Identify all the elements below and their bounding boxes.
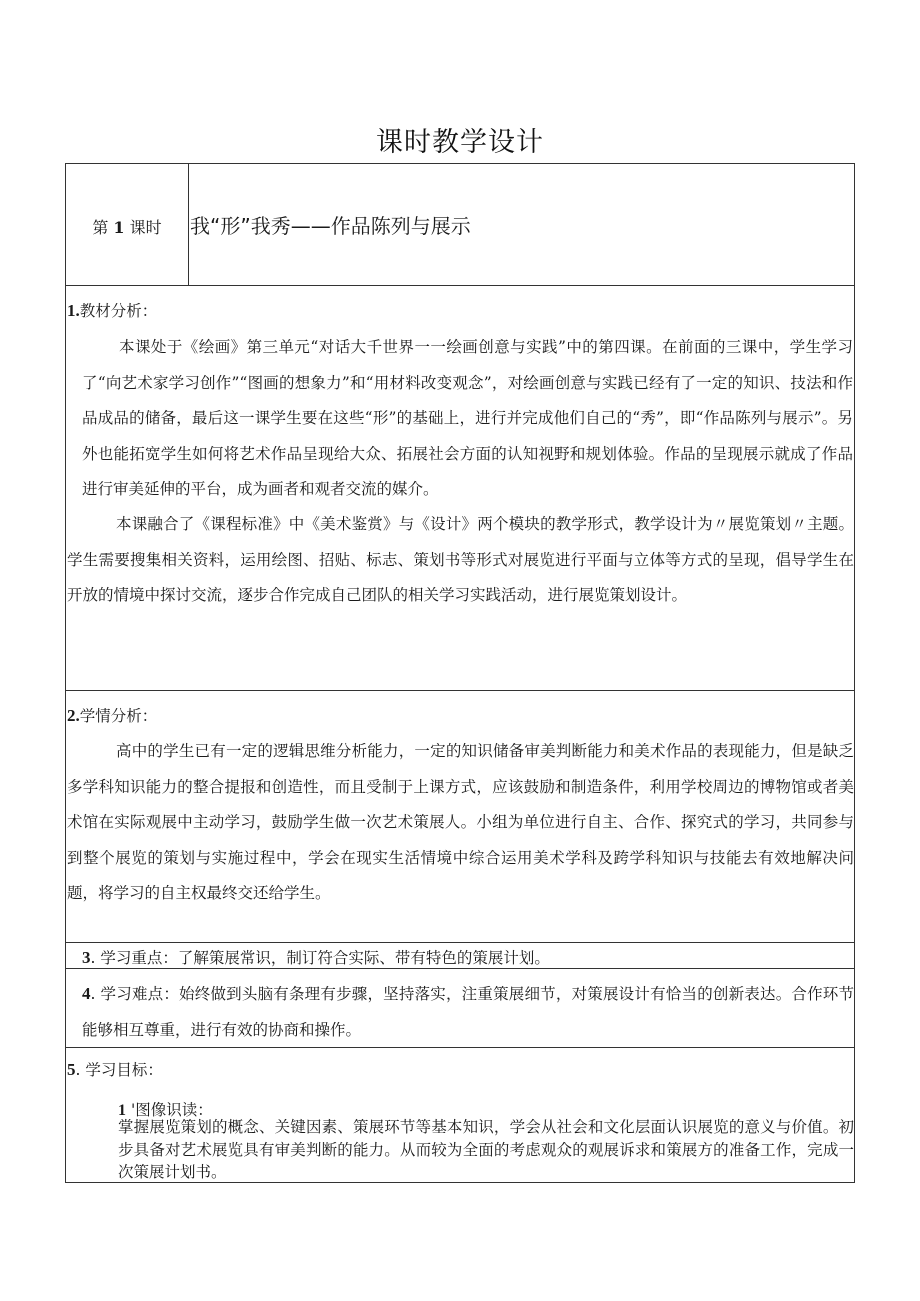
header-column-divider: [188, 163, 189, 286]
row-divider-1: [65, 285, 855, 286]
row-divider-2: [65, 690, 855, 691]
objective-1-body: 掌握展览策划的概念、关键因素、策展环节等基本知识，学会从社会和文化层面认识展览的意义与价值。初步具备对艺术展览具有审美判断的能力。从而较为全面的考虑观众的观展诉求和策展方的准备工作，完成一次策展计划书。: [118, 1118, 854, 1181]
row-divider-3: [65, 942, 855, 943]
section-2-paragraph-1: 高中的学生已有一定的逻辑思维分析能力，一定的知识储备审美判断能力和美术作品的表现能力，但是缺乏多学科知识能力的整合提报和创造性，而且受制于上课方式，应该鼓励和制造条件，利用学校周边的博物馆或者美术馆在实际观展中主动学习，鼓励学生做一次艺术策展人。小组为单位进行自主、合作、探究式的学习，共同参与到整个展览的策划与实施过程中，学会在现实生活情境中综合运用美术学科及跨学科知识与技能去有效地解决问题，将学习的自主权最终交还给学生。: [67, 742, 854, 902]
objective-1-label: 1 '图像识读：: [118, 1101, 213, 1119]
section-4-text: 4. 学习难点：始终做到头脑有条理有步骤，坚持落实，注重策展细节，对策展设计有恰当的创新表达。合作环节能够相互尊重，进行有效的协商和操作。: [82, 984, 854, 1039]
section-5-heading: 5. 学习目标：: [67, 1060, 163, 1079]
section-1-heading: 1.教材分析：: [67, 301, 158, 320]
section-1-paragraph-2: 本课融合了《课程标准》中《美术鉴赏》与《设计》两个模块的教学形式，教学设计为〃展览策划〃主题。学生需要搜集相关资料，运用绘图、招贴、标志、策划书等形式对展览进行平面与立体等方式的呈现，倡导学生在开放的情境中探讨交流，逐步合作完成自己团队的相关学习实践活动，进行展览策划设计。: [67, 515, 854, 604]
row-divider-4: [65, 968, 855, 969]
lesson-number: 第 1 课时: [92, 218, 162, 237]
section-2-heading: 2.学情分析：: [67, 706, 158, 725]
section-1-body-2: [67, 507, 854, 614]
section-1-body: [82, 330, 853, 508]
document-title: 课时教学设计: [376, 127, 544, 158]
section-1-paragraph-1: 本课处于《绘画》第三单元“对话大千世界一一绘画创意与实践”中的第四课。在前面的三课中，学生学习了“向艺术家学习创作”“图画的想象力”和“用材料改变观念”，对绘画创意与实践已经有了一定的知识、技法和作品成品的储备，最后这一课学生要在这些“形”的基础上，进行并完成他们自己的“秀”，即“作品陈列与展示”。另外也能拓宽学生如何将艺术作品呈现给大众、拓展社会方面的认知视野和规划体验。作品的呈现展示就成了作品进行审美延伸的平台，成为画者和观者交流的媒介。: [82, 338, 853, 498]
section-3-key-points: 3. 学习重点：了解策展常识，制订符合实际、带有特色的策展计划。: [82, 948, 550, 967]
section-4-difficulties: [82, 976, 854, 1048]
lesson-title: 我“形”我秀——作品陈列与展示: [190, 214, 471, 238]
section-2-body: [67, 734, 854, 912]
